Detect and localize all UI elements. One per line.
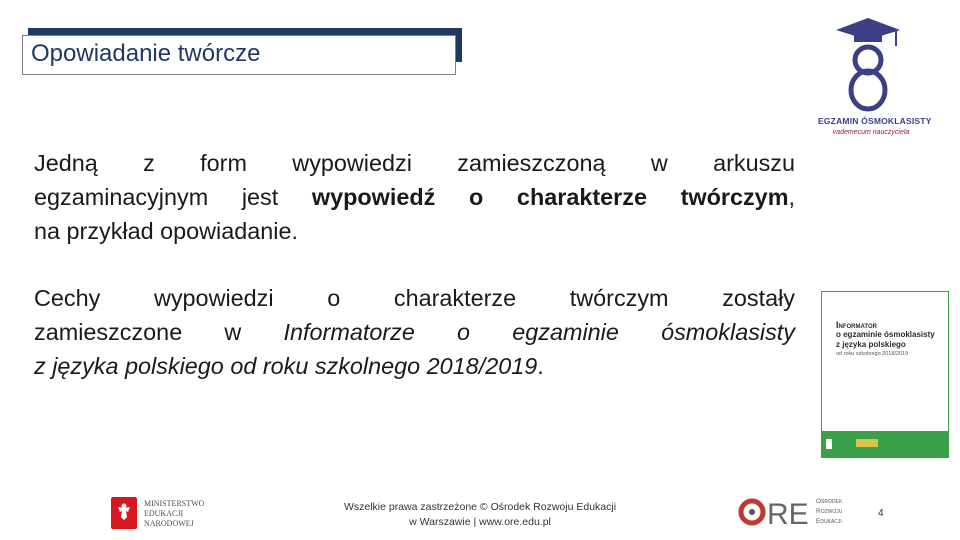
paragraph2-line2-start: zamieszczone w — [34, 319, 284, 345]
book-cover-subtitle: od roku szkolnego 2018/2019 — [836, 351, 909, 357]
paragraph1-line1: Jedną z form wypowiedzi zamieszczoną w arkuszu — [34, 150, 795, 176]
copyright-line1: Wszelkie prawa zastrzeżone © Ośrodek Rozwoju Edukacji — [343, 501, 617, 513]
ore-line1: Ośrodek — [816, 498, 843, 505]
paragraph-exam-forms — [34, 146, 795, 248]
page-number: 4 — [878, 508, 884, 519]
polish-eagle-emblem — [111, 497, 137, 529]
book-cover-footer-band — [822, 431, 948, 457]
copyright-notice — [300, 500, 660, 530]
ore-logo-letters: RE — [767, 498, 809, 531]
paragraph1-line2 — [34, 180, 795, 214]
slide-title: Opowiadanie twórcze — [31, 40, 261, 67]
book-cover-logo-mark — [856, 439, 878, 447]
paragraph1-line3: na przykład opowiadanie. — [34, 218, 298, 244]
book-cover-cke-mark — [826, 439, 832, 449]
title-box — [22, 35, 456, 75]
book-cover-title-line1: Informator — [836, 320, 877, 330]
paragraph1-line2-end: , — [788, 184, 795, 210]
exam-logo-subcaption: vademecum nauczyciela — [832, 129, 910, 136]
paragraph2-line1: Cechy wypowiedzi o charakterze twórczym zostały — [34, 285, 795, 311]
exam-logo-caption: EGZAMIN ÓSMOKLASISTY — [818, 116, 932, 126]
book-cover-title — [836, 320, 935, 350]
eagle-icon — [116, 503, 132, 521]
ministry-line2: EDUKACJI — [144, 509, 184, 518]
ore-logo — [738, 493, 858, 531]
paragraph2-line3-end: . — [537, 353, 544, 379]
paragraph-informator — [34, 281, 795, 383]
paragraph1-bold-phrase: wypowiedź o charakterze twórczym — [311, 184, 789, 210]
exam-logo — [818, 12, 932, 140]
ministry-line3: NARODOWEJ — [144, 519, 194, 528]
book-cover-title-line2: o egzaminie ósmoklasisty — [836, 330, 935, 339]
ore-logo-mark — [738, 493, 812, 531]
paragraph1-line2-start: egzaminacyjnym jest — [34, 184, 312, 210]
copyright-line2: w Warszawie | www.ore.edu.pl — [409, 516, 551, 528]
graduation-eight-icon — [818, 12, 924, 116]
paragraph2-italic-phrase: Informatorze o egzaminie ósmoklasisty — [283, 319, 795, 345]
ministry-line1: MINISTERSTWO — [144, 499, 205, 508]
ministry-name — [144, 499, 204, 529]
informator-book-cover — [821, 291, 949, 458]
ore-line3: Edukacji — [816, 518, 842, 525]
ore-name — [816, 497, 842, 527]
ore-line2: Rozwoju — [816, 508, 843, 515]
book-cover-title-line3: z języka polskiego — [836, 340, 906, 349]
paragraph2-italic-phrase-cont: z języka polskiego od roku szkolnego 2018/2019 — [34, 353, 538, 379]
paragraph2-line2 — [34, 315, 795, 349]
paragraph2-line3 — [34, 349, 795, 383]
